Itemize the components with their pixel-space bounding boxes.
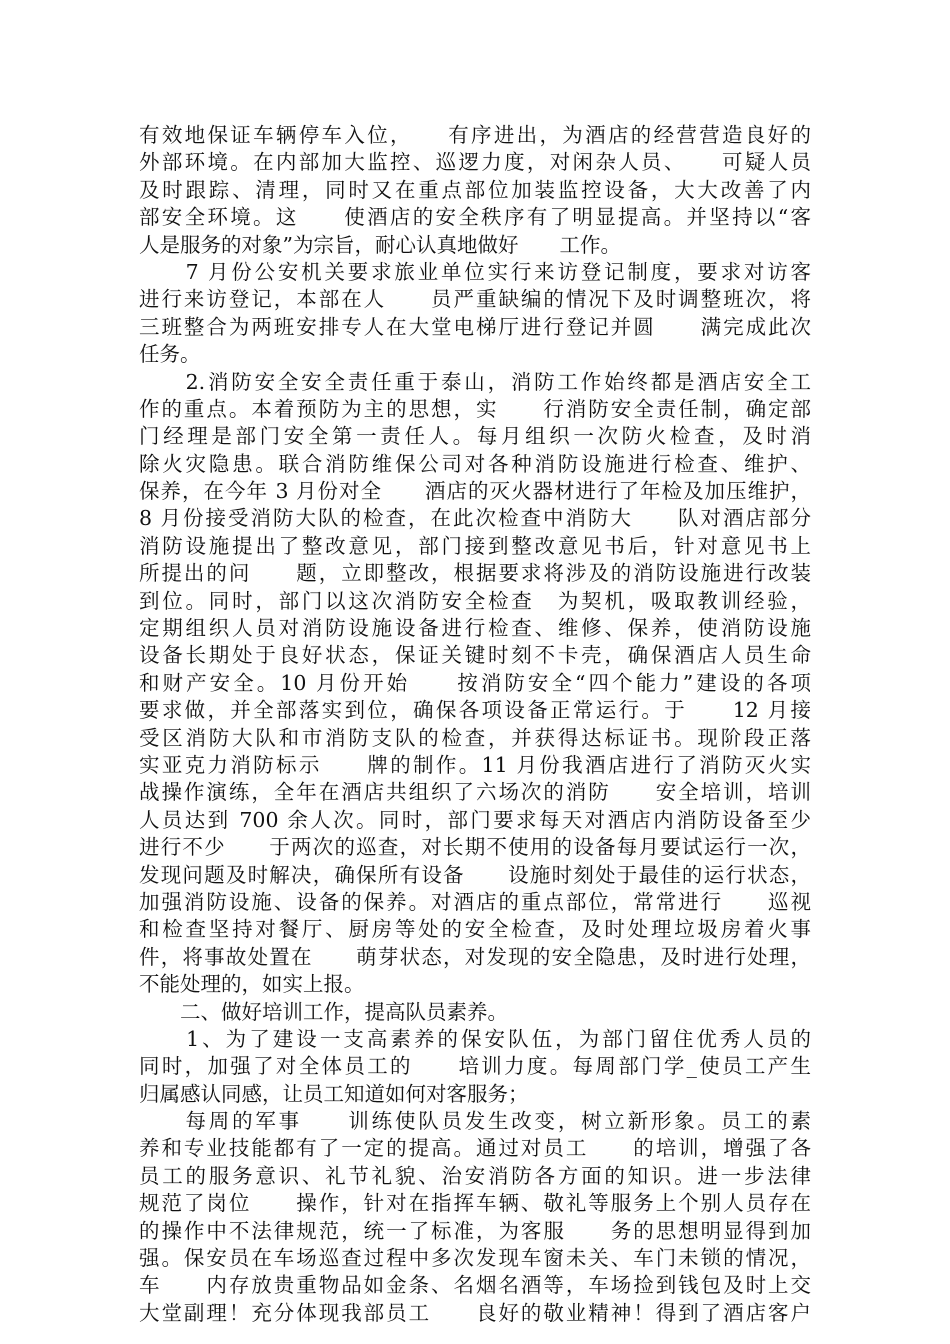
- text-line: 规范了岗位 操作，针对在指挥车辆、敬礼等服务上个别人员存在: [139, 1191, 811, 1216]
- text-line: 加强消防设施、设备的保养。对酒店的重点部位，常常进行 巡视: [139, 889, 811, 914]
- text-line: 三班整合为两班安排专人在大堂电梯厅进行登记并圆 满完成此次: [139, 314, 811, 339]
- text-line: 所提出的问 题，立即整改，根据要求将涉及的消防设施进行改装: [139, 561, 811, 586]
- text-line: 及时跟踪、清理，同时又在重点部位加装监控设备，大大改善了内: [139, 177, 811, 202]
- text-line: 实亚克力消防标示 牌的制作。11 月份我酒店进行了消防灭火实: [139, 752, 811, 777]
- text-line: 1、为了建设一支高素养的保安队伍，为部门留住优秀人员的: [139, 1026, 811, 1051]
- text-line: 设备长期处于良好状态，保证关键时刻不卡壳，确保酒店人员生命: [139, 643, 811, 668]
- text-line: 的操作中不法律规范，统一了标准，为客服 务的思想明显得到加: [139, 1218, 811, 1243]
- text-line: 2.消防安全安全责任重于泰山，消防工作始终都是酒店安全工: [139, 369, 811, 394]
- text-line: 件，将事故处置在 萌芽状态，对发现的安全隐患，及时进行处理，: [139, 944, 811, 969]
- text-line: 定期组织人员对消防设施设备进行检查、维修、保养，使消防设施: [139, 616, 811, 641]
- text-line: 进行不少 于两次的巡查，对长期不使用的设备每月要试运行一次，: [139, 835, 811, 860]
- text-line: 养和专业技能都有了一定的提高。通过对员工 的培训，增强了各: [139, 1136, 811, 1161]
- text-line: 人员达到 700 余人次。同时，部门要求每天对酒店内消防设备至少: [139, 807, 811, 832]
- text-line: 有效地保证车辆停车入位， 有序进出，为酒店的经营营造良好的: [139, 123, 811, 147]
- text-line: 消防设施提出了整改意见，部门接到整改意见书后，针对意见书上: [139, 533, 811, 558]
- text-line: 员工的服务意识、礼节礼貌、治安消防各方面的知识。进一步法律: [139, 1163, 811, 1188]
- text-line: 二、做好培训工作，提高队员素养。: [139, 999, 508, 1024]
- text-line: 发现问题及时解决，确保所有设备 设施时刻处于最佳的运行状态，: [139, 862, 811, 887]
- text-line: 强。保安员在车场巡查过程中多次发现车窗未关、车门未锁的情况，: [139, 1246, 811, 1271]
- text-line: 到位。同时，部门以这次消防安全检查 为契机，吸取教训经验，: [139, 588, 811, 613]
- text-line: 部安全环境。这 使酒店的安全秩序有了明显提高。并坚持以“客: [139, 205, 811, 230]
- text-line: 作的重点。本着预防为主的思想，实 行消防安全责任制，确定部: [139, 396, 811, 421]
- text-line: 门经理是部门安全第一责任人。每月组织一次防火检查，及时消: [139, 424, 811, 449]
- document-body: [139, 122, 811, 1327]
- text-line: 要求做，并全部落实到位，确保各项设备正常运行。于 12 月接: [139, 698, 811, 723]
- text-line: 除火灾隐患。联合消防维保公司对各种消防设施进行检查、维护、: [139, 451, 811, 476]
- text-line: 战操作演练，全年在酒店共组织了六场次的消防 安全培训，培训: [139, 780, 811, 805]
- text-line: 大堂副理！充分体现我部员工 良好的敬业精神！得到了酒店客户: [139, 1300, 811, 1325]
- text-line: 7 月份公安机关要求旅业单位实行来访登记制度，要求对访客: [139, 259, 811, 284]
- text-line: 不能处理的，如实上报。: [139, 972, 365, 997]
- text-line: 和检查坚持对餐厅、厨房等处的安全检查，及时处理垃圾房着火事: [139, 917, 811, 942]
- text-line: 人是服务的对象”为宗旨，耐心认真地做好 工作。: [139, 232, 621, 257]
- text-line: 同时，加强了对全体员工的 培训力度。每周部门学_使员工产生: [139, 1054, 811, 1079]
- text-line: 和财产安全。10 月份开始 按消防安全“四个能力”建设的各项: [139, 670, 811, 695]
- text-line: 任务。: [139, 342, 201, 367]
- text-line: 进行来访登记，本部在人 员严重缺编的情况下及时调整班次，将: [139, 287, 811, 312]
- text-line: 归属感认同感，让员工知道如何对客服务；: [139, 1081, 529, 1106]
- text-line: 车 内存放贵重物品如金条、名烟名酒等，车场捡到钱包及时上交: [139, 1273, 811, 1298]
- text-line: 外部环境。在内部加大监控、巡逻力度，对闲杂人员、 可疑人员: [139, 150, 811, 175]
- text-line: 受区消防大队和市消防支队的检查，并获得达标证书。现阶段正落: [139, 725, 811, 750]
- text-line: 8 月份接受消防大队的检查，在此次检查中消防大 队对酒店部分: [139, 506, 811, 531]
- text-line: 每周的军事 训练使队员发生改变，树立新形象。员工的素: [139, 1109, 811, 1134]
- text-line: 保养，在今年 3 月份对全 酒店的灭火器材进行了年检及加压维护，: [139, 479, 811, 504]
